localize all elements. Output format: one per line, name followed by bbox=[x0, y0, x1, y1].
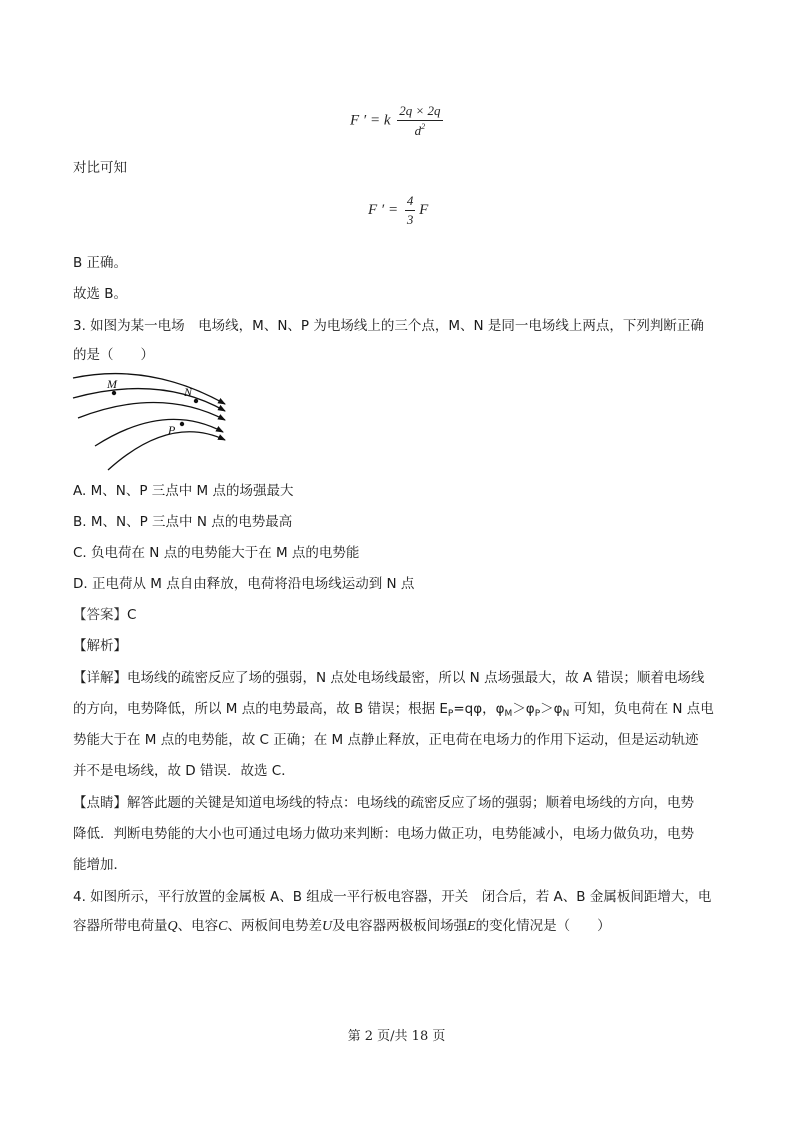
text-b-correct: B 正确。 bbox=[73, 255, 128, 271]
q3-detail-line1 bbox=[73, 668, 704, 688]
field-line-5 bbox=[108, 432, 225, 470]
symbol-q: Q bbox=[167, 919, 178, 934]
formula1-den-var: d bbox=[414, 123, 422, 138]
formula1-den-exp: 2 bbox=[421, 122, 426, 131]
q4-stem-line2 bbox=[73, 916, 611, 937]
page-footer: 第 2 页/共 18 页 bbox=[347, 1029, 446, 1044]
q4-stem-line1: 4. 如图所示，平行放置的金属板 A、B 组成一平行板电容器，开关 闭合后，若 A、B 金属板间距增大，电 bbox=[73, 889, 712, 905]
detail-text-1: 电场线的疏密反应了场的强弱，N 点处电场线最密，所以 N 点场强最大，故 A 错误；顺着电场线 bbox=[127, 670, 705, 686]
sub-p: P bbox=[447, 709, 454, 719]
q3-option-c: C. 负电荷在 N 点的电势能大于在 M 点的电势能 bbox=[73, 545, 360, 561]
q3-detail-line2 bbox=[73, 699, 714, 724]
formula-coulomb-new bbox=[350, 103, 443, 139]
field-line-3 bbox=[78, 402, 225, 420]
detail-text-2e: 可知，负电荷在 N 点电 bbox=[569, 701, 714, 717]
formula1-lhs: F ′ = k bbox=[350, 112, 391, 129]
detail-text-2d: ＞φ bbox=[540, 701, 563, 717]
formula2-lhs: F ′ = bbox=[368, 201, 399, 218]
sub-p2: P bbox=[534, 709, 541, 719]
q4-text-2c: 、两板间电势差 bbox=[227, 918, 322, 934]
q3-point-line3: 能增加． bbox=[73, 857, 127, 873]
q3-answer bbox=[73, 605, 136, 625]
q3-detail-line4: 并不是电场线，故 D 错误．故选 C． bbox=[73, 763, 295, 779]
q3-point-line2: 降低．判断电势能的大小也可通过电场力做功来判断：电场力做正功，电势能减小，电场力做负功，电势 bbox=[73, 826, 694, 842]
q3-option-d: D. 正电荷从 M 点自由释放，电荷将沿电场线运动到 N 点 bbox=[73, 576, 415, 592]
point-text-1: 解答此题的关键是知道电场线的特点：电场线的疏密反应了场的强弱；顺着电场线的方向，电势 bbox=[127, 795, 694, 811]
sub-n: N bbox=[562, 709, 570, 719]
formula-result bbox=[368, 193, 428, 228]
detail-text-2c: ＞φ bbox=[512, 701, 535, 717]
text-compare: 对比可知 bbox=[73, 160, 127, 176]
formula2-numerator: 4 bbox=[405, 193, 416, 211]
point-m-label: M bbox=[107, 377, 117, 391]
point-m-dot bbox=[112, 391, 116, 395]
sub-m: M bbox=[504, 709, 513, 719]
answer-value: C bbox=[127, 607, 137, 623]
detail-text-2b: =qφ，φ bbox=[453, 701, 505, 717]
text-choose-b: 故选 B。 bbox=[73, 286, 128, 302]
answer-tag: 【答案】 bbox=[73, 607, 127, 623]
q3-point-line1 bbox=[73, 793, 694, 813]
formula2-denominator: 3 bbox=[406, 212, 414, 227]
symbol-c: C bbox=[218, 919, 228, 934]
q3-option-b: B. M、N、P 三点中 N 点的电势最高 bbox=[73, 514, 293, 530]
q3-stem-line2: 的是（ ） bbox=[73, 347, 154, 363]
q3-detail-line3: 势能大于在 M 点的电势能，故 C 正确；在 M 点静止释放，正电荷在电场力的作用下运动，但是运动轨迹 bbox=[73, 732, 699, 748]
q4-text-2a: 容器所带电荷量 bbox=[73, 918, 168, 934]
q3-option-a: A. M、N、P 三点中 M 点的场强最大 bbox=[73, 483, 294, 499]
q3-analysis-tag: 【解析】 bbox=[73, 638, 127, 654]
point-tag: 【点睛】 bbox=[73, 795, 127, 811]
point-p-dot bbox=[180, 422, 184, 426]
point-p-label: P bbox=[168, 423, 176, 437]
symbol-u: U bbox=[321, 919, 333, 934]
detail-tag: 【详解】 bbox=[73, 670, 127, 686]
field-lines-figure bbox=[70, 366, 240, 476]
q4-text-2e: 的变化情况是（ ） bbox=[475, 918, 611, 934]
detail-text-2a: 的方向，电势降低，所以 M 点的电势最高，故 B 错误；根据 E bbox=[73, 701, 448, 717]
point-n-dot bbox=[194, 399, 198, 403]
q4-text-2d: 及电容器两极板间场强 bbox=[332, 918, 468, 934]
formula1-fraction bbox=[397, 103, 442, 139]
formula2-fraction bbox=[405, 193, 416, 228]
formula1-numerator: 2q × 2q bbox=[397, 103, 442, 121]
q4-text-2b: 、电容 bbox=[177, 918, 219, 934]
formula2-rhs: F bbox=[419, 201, 429, 218]
point-n-label: N bbox=[184, 385, 193, 399]
formula1-denominator bbox=[397, 121, 442, 139]
q3-stem-line1: 3. 如图为某一电场 电场线，M、N、P 为电场线上的三个点，M、N 是同一电场线上两点，下列判断正确 bbox=[73, 318, 704, 334]
symbol-e: E bbox=[467, 919, 476, 934]
